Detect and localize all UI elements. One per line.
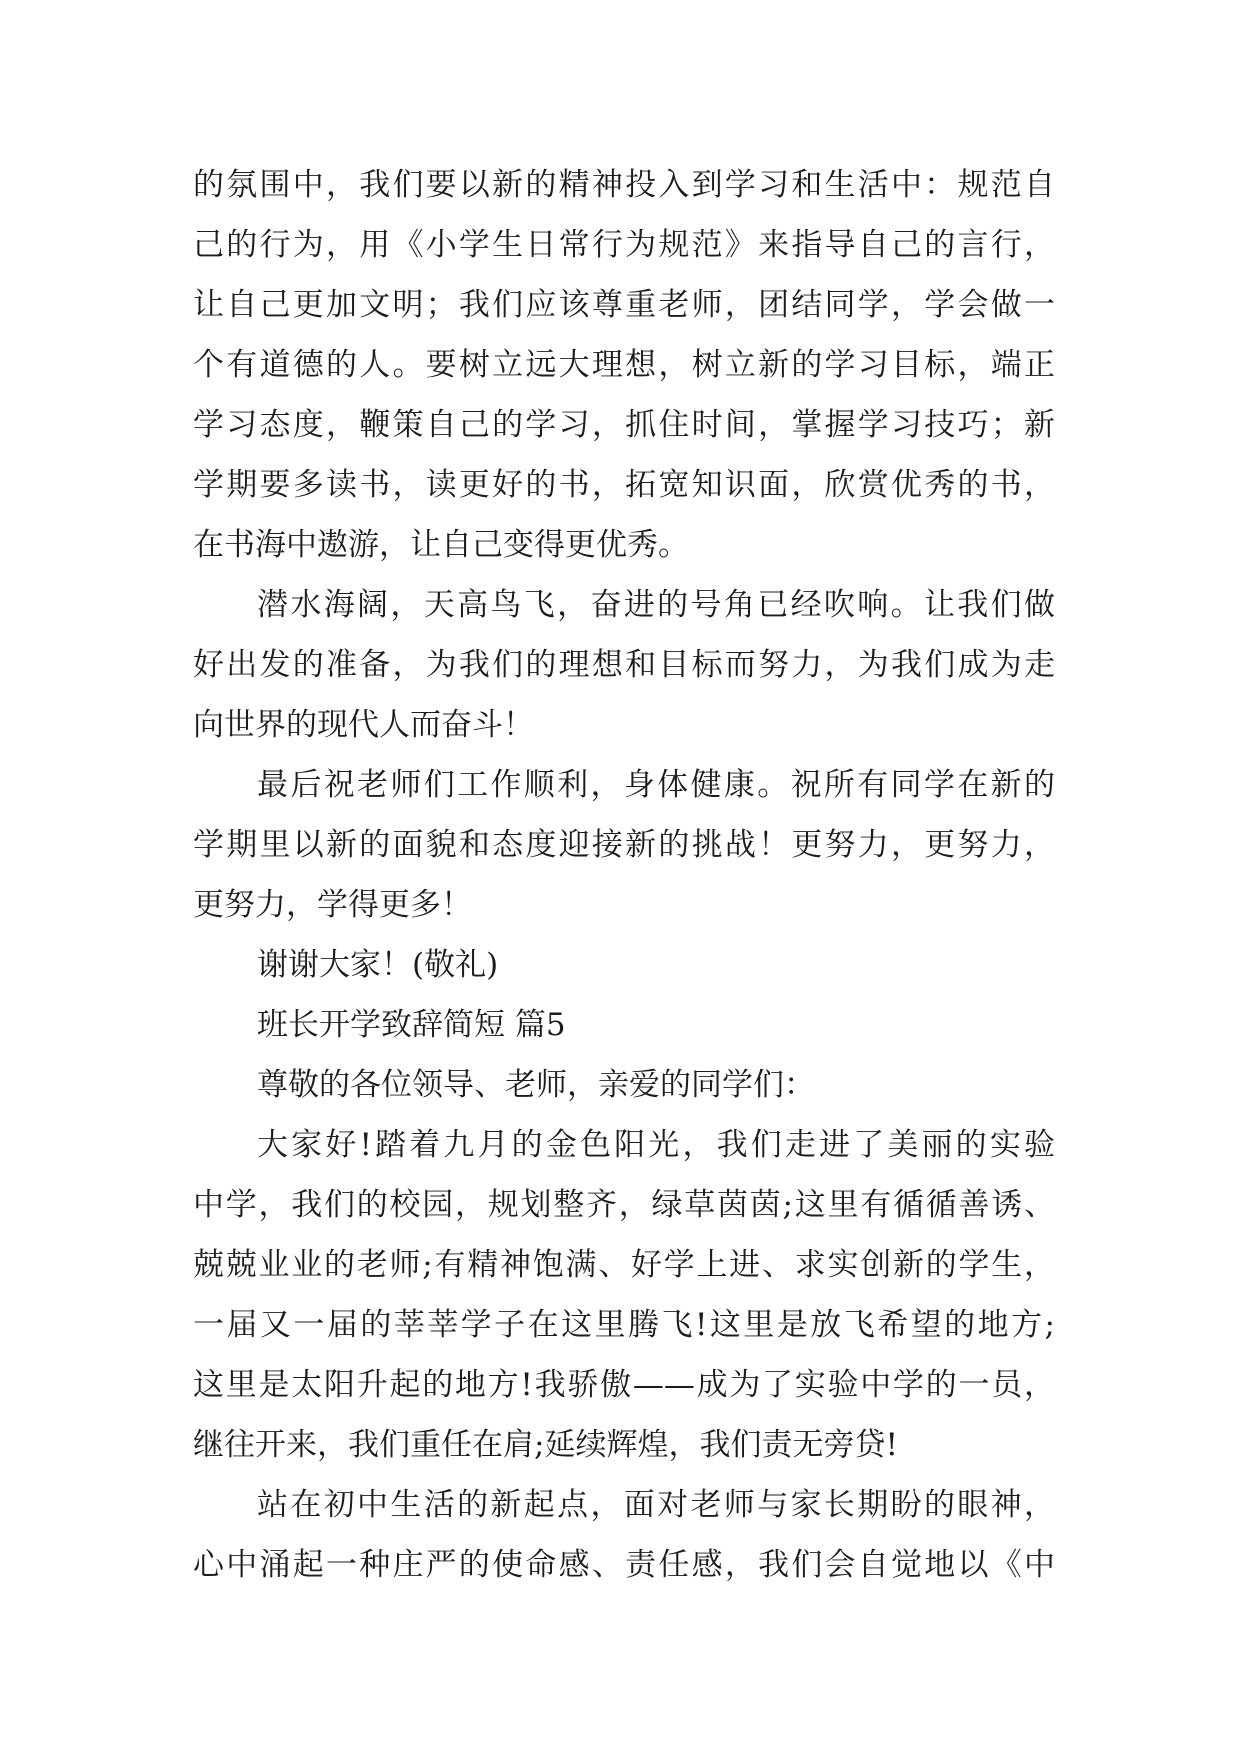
text-line: 大家好!踏着九月的金色阳光，我们走进了美丽的实验 — [257, 1127, 1055, 1163]
text-line: 尊敬的各位领导、老师，亲爱的同学们： — [257, 1067, 815, 1103]
paragraph — [193, 755, 1055, 935]
text-line: 学期里以新的面貌和态度迎接新的挑战！更努力，更努力， — [193, 827, 1055, 863]
text-line: 一届又一届的莘莘学子在这里腾飞!这里是放飞希望的地方; — [193, 1307, 1055, 1343]
text-line: 好出发的准备，为我们的理想和目标而努力，为我们成为走 — [193, 647, 1055, 683]
text-line: 兢兢业业的老师;有精神饱满、好学上进、求实创新的学生， — [193, 1247, 1055, 1283]
document-body — [193, 155, 1055, 1595]
heading-line: 班长开学致辞简短 篇5 — [257, 1007, 566, 1043]
text-line: 向世界的现代人而奋斗！ — [193, 707, 534, 743]
section-heading — [193, 995, 1055, 1055]
text-line: 心中涌起一种庄严的使命感、责任感，我们会自觉地以《中 — [193, 1547, 1055, 1583]
text-line: 最后祝老师们工作顺利，身体健康。祝所有同学在新的 — [257, 767, 1055, 803]
text-line: 学习态度，鞭策自己的学习，抓住时间，掌握学习技巧；新 — [193, 407, 1055, 443]
text-line: 中学，我们的校园，规划整齐，绿草茵茵;这里有循循善诱、 — [193, 1187, 1055, 1223]
text-line: 个有道德的人。要树立远大理想，树立新的学习目标，端正 — [193, 347, 1055, 383]
paragraph-salutation — [193, 1055, 1055, 1115]
text-line: 的氛围中，我们要以新的精神投入到学习和生活中：规范自 — [193, 167, 1055, 203]
text-line: 学期要多读书，读更好的书，拓宽知识面，欣赏优秀的书， — [193, 467, 1055, 503]
paragraph-closing — [193, 935, 1055, 995]
paragraph-continues — [193, 1475, 1055, 1595]
text-line: 在书海中遨游，让自己变得更优秀。 — [193, 527, 689, 563]
text-line: 这里是太阳升起的地方!我骄傲——成为了实验中学的一员， — [193, 1367, 1055, 1403]
text-line: 站在初中生活的新起点，面对老师与家长期盼的眼神， — [257, 1487, 1055, 1523]
text-line: 更努力，学得更多！ — [193, 887, 472, 923]
text-line: 继往开来，我们重任在肩;延续辉煌，我们责无旁贷! — [193, 1427, 898, 1463]
paragraph — [193, 1115, 1055, 1475]
text-line: 谢谢大家！(敬礼) — [257, 947, 499, 983]
paragraph — [193, 575, 1055, 755]
text-line: 让自己更加文明；我们应该尊重老师，团结同学，学会做一 — [193, 287, 1055, 323]
text-line: 潜水海阔，天高鸟飞，奋进的号角已经吹响。让我们做 — [257, 587, 1055, 623]
paragraph-continued — [193, 155, 1055, 575]
text-line: 己的行为，用《小学生日常行为规范》来指导自己的言行， — [193, 227, 1055, 263]
